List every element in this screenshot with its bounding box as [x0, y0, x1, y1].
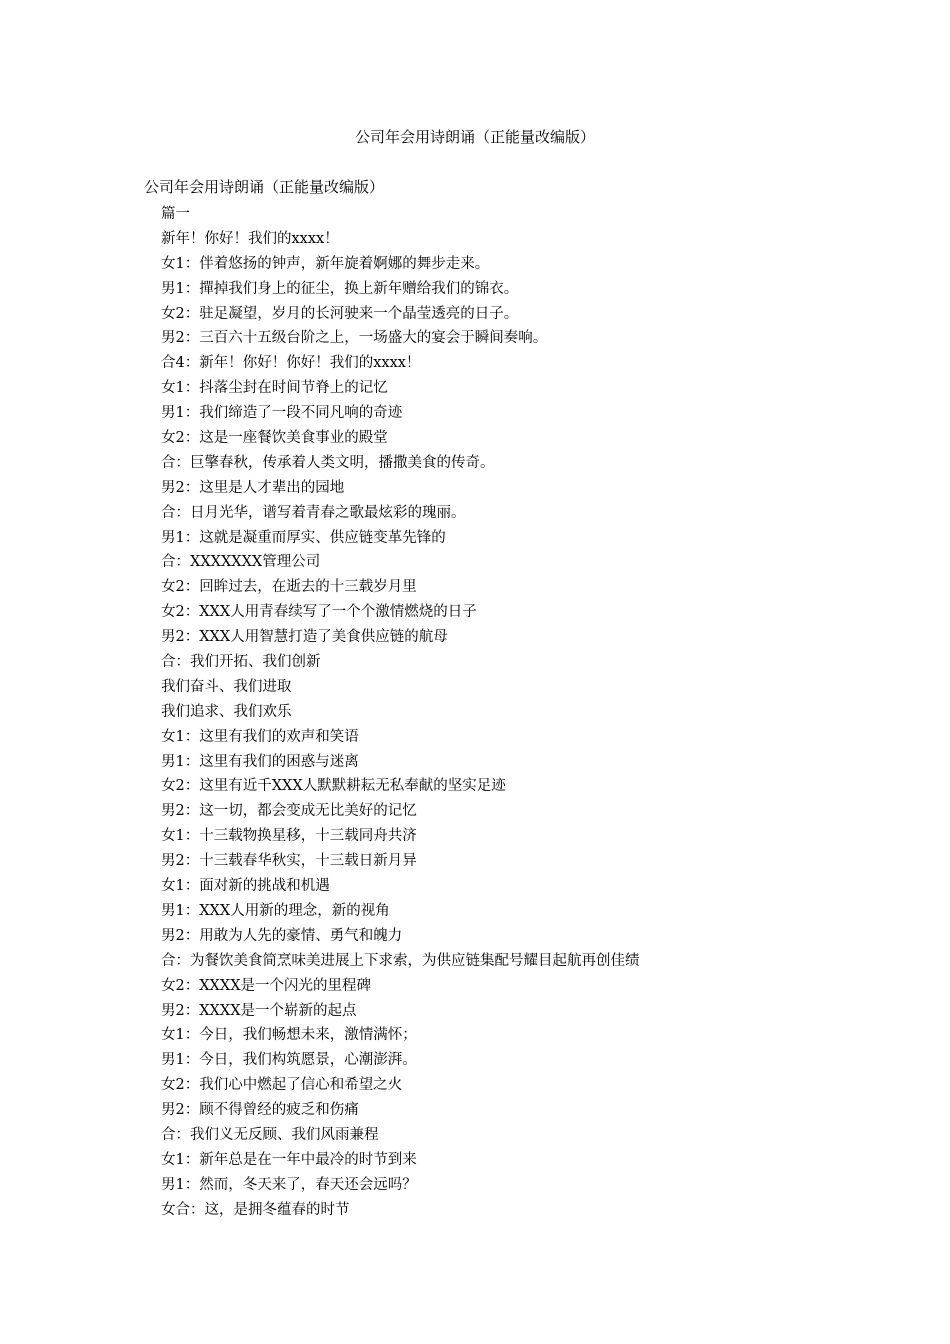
- poem-line: 男1：我们缔造了一段不同凡响的奇迹: [161, 405, 403, 422]
- poem-line: 女1：伴着悠扬的钟声，新年旋着婀娜的舞步走来。: [161, 255, 490, 272]
- poem-line: 女2：XXX人用青春续写了一个个激情燃烧的日子: [161, 604, 477, 621]
- poem-line: 女2：驻足凝望，岁月的长河驶来一个晶莹透亮的日子。: [161, 305, 519, 322]
- poem-line: 男1：XXX人用新的理念，新的视角: [161, 902, 390, 919]
- poem-line: 合：我们开拓、我们创新: [161, 654, 321, 671]
- poem-line: 男2：用敢为人先的豪情、勇气和魄力: [161, 927, 403, 944]
- poem-line: 合：我们义无反顾、我们风雨兼程: [161, 1126, 379, 1143]
- poem-line: 女2：XXXX是一个闪光的里程碑: [161, 977, 372, 994]
- poem-line: 女1：今日，我们畅想未来，激情满怀；: [161, 1027, 417, 1044]
- poem-line: 女合：这，是拥冬蕴春的时节: [161, 1201, 350, 1218]
- poem-line: 女2：这里有近千XXX人默默耕耘无私奉献的坚实足迹: [161, 778, 506, 795]
- poem-line: 合：巨擎春秋，传承着人类文明，播撒美食的传奇。: [161, 454, 495, 471]
- poem-line: 篇一: [161, 206, 190, 222]
- poem-line: 合4：新年！你好！你好！我们的xxxx！: [161, 355, 421, 372]
- poem-line: 合：日月光华，谱写着青春之歌最炫彩的瑰丽。: [161, 504, 466, 521]
- poem-line: 女1：新年总是在一年中最冷的时节到来: [161, 1151, 417, 1168]
- poem-line: 女1：这里有我们的欢声和笑语: [161, 728, 359, 745]
- poem-line: 男1：撣掉我们身上的征尘，换上新年赠给我们的锦衣。: [161, 280, 519, 297]
- poem-lines: [161, 202, 640, 1223]
- poem-line: 男1：这里有我们的困惑与迷离: [161, 753, 359, 770]
- poem-line: 男2：三百六十五级台阶之上，一场盛大的宴会于瞬间奏响。: [161, 330, 548, 347]
- poem-line: 女1：十三载物换星移，十三载同舟共济: [161, 828, 417, 845]
- poem-line: 合：为餐饮美食简烹味美进展上下求索，为供应链集配号耀目起航再创佳绩: [161, 952, 640, 969]
- poem-line: 女2：这是一座餐饮美食事业的殿堂: [161, 430, 388, 447]
- poem-line: 男2：XXXX是一个崭新的起点: [161, 1002, 357, 1019]
- poem-line: 男1：今日，我们构筑愿景，心潮澎湃。: [161, 1052, 417, 1069]
- document-subtitle: 公司年会用诗朗诵（正能量改编版）: [144, 178, 385, 196]
- poem-line: 女1：面对新的挑战和机遇: [161, 878, 330, 895]
- poem-line: 男1：这就是凝重而厚实、供应链变革先锋的: [161, 529, 446, 546]
- poem-line: 男1：然而，冬天来了，春天还会远吗？: [161, 1176, 417, 1193]
- poem-line: 男2：XXX人用智慧打造了美食供应链的航母: [161, 629, 448, 646]
- poem-line: 男2：这里是人才辈出的园地: [161, 479, 345, 496]
- poem-line: 新年！你好！我们的xxxx！: [161, 230, 339, 247]
- poem-line: 女2：我们心中燃起了信心和希望之火: [161, 1077, 403, 1094]
- poem-line: 男2：顾不得曾经的疲乏和伤痛: [161, 1102, 359, 1119]
- poem-line: 男2：这一切，都会变成无比美好的记忆: [161, 803, 417, 820]
- document-title: 公司年会用诗朗诵（正能量改编版）: [354, 128, 595, 146]
- poem-line: 女2：回眸过去，在逝去的十三载岁月里: [161, 579, 417, 596]
- poem-line: 我们奋斗、我们进取: [161, 678, 292, 695]
- poem-line: 我们追求、我们欢乐: [161, 703, 292, 720]
- poem-line: 合：XXXXXXX管理公司: [161, 554, 321, 571]
- poem-line: 男2：十三载春华秋实，十三载日新月异: [161, 853, 417, 870]
- poem-line: 女1：抖落尘封在时间节脊上的记忆: [161, 380, 388, 397]
